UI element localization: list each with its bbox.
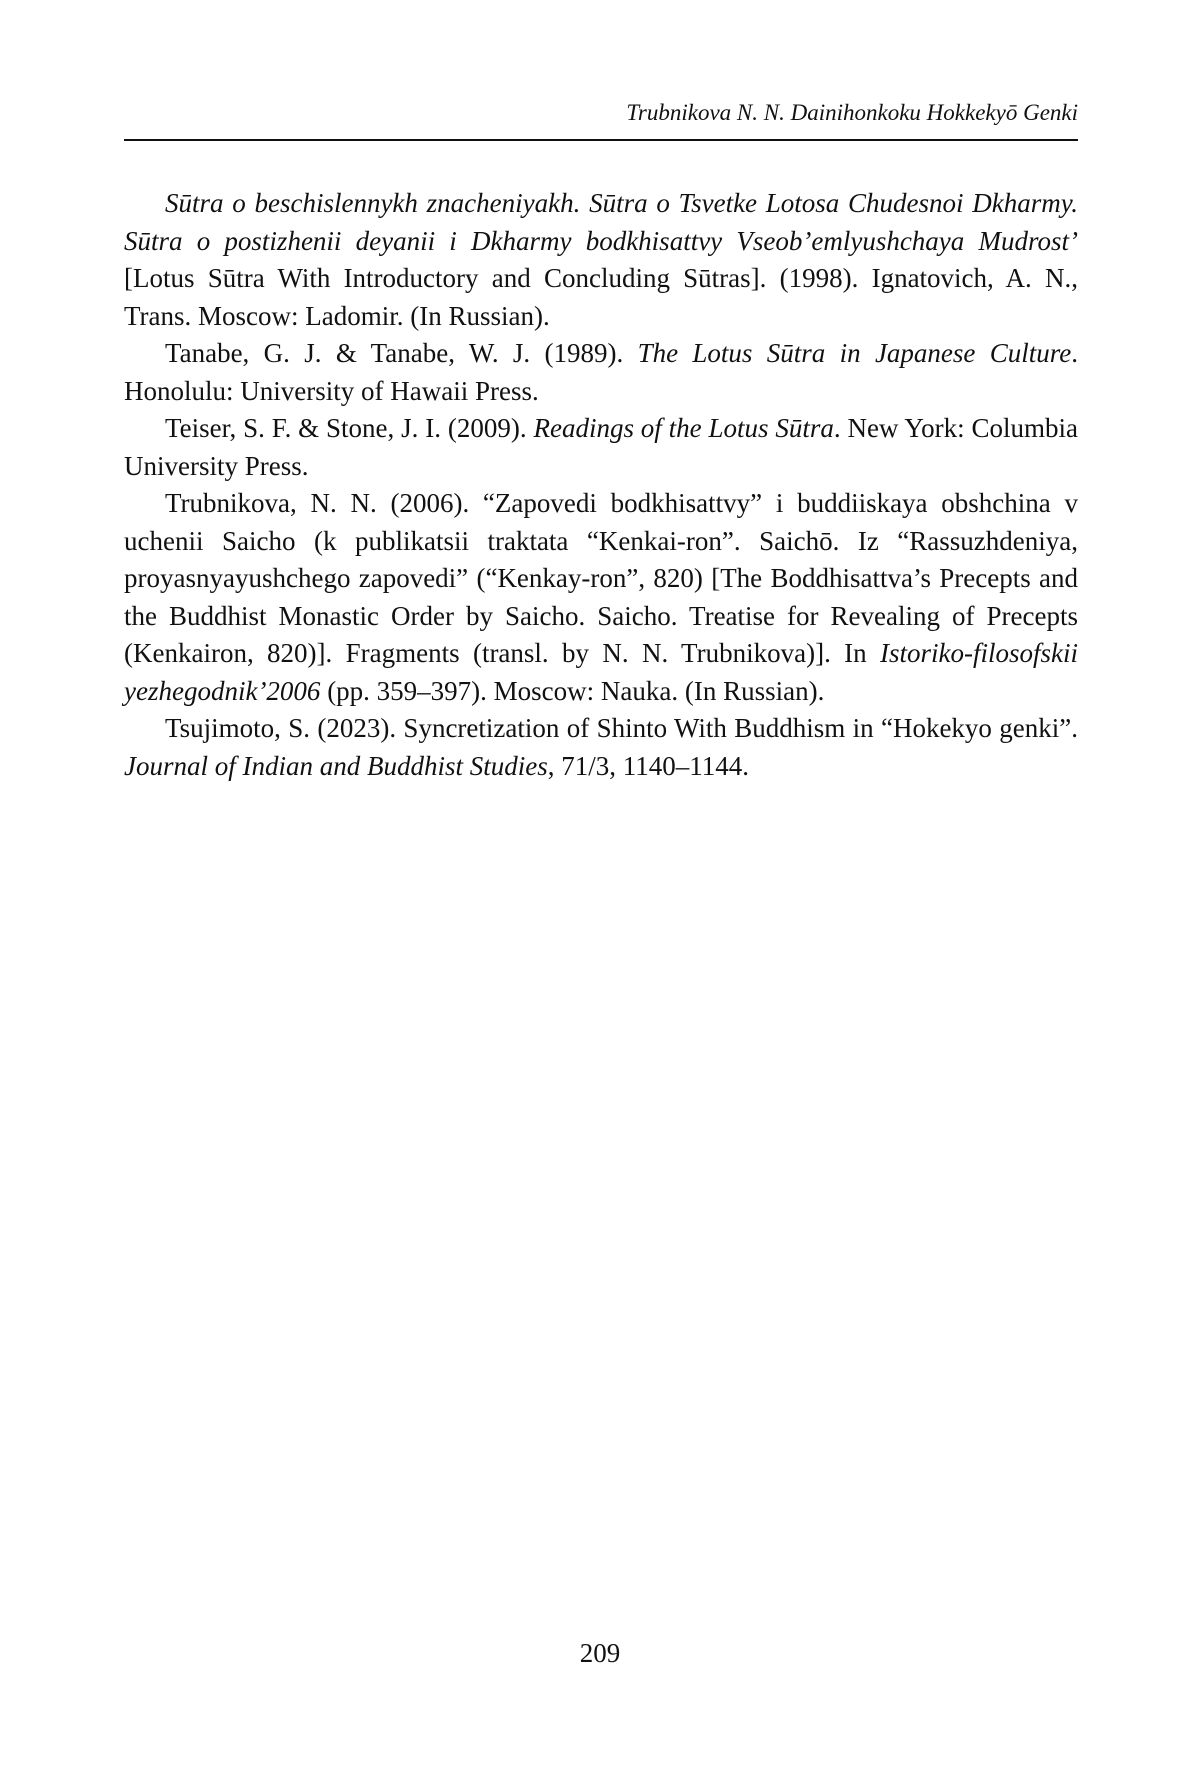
header-rule (124, 139, 1078, 141)
running-header: Trubnikova N. N. Dainihonkoku Hokkekyō Genki (626, 100, 1078, 125)
reference-item (124, 185, 1078, 335)
reference-title: Sūtra o beschislennykh znacheniyakh. Sūtra o Tsvetke Lotosa Chudesnoi Dkharmy. Sūtra o postizhenii deyanii i Dkharmy bodkhisattvy Vseob’emlyushchaya Mudrost’ (124, 188, 1078, 256)
reference-authors: Tsujimoto, S. (2023). Syncretization of Shinto With Buddhism in “Hokekyo genki”. (165, 713, 1078, 743)
reference-item (124, 710, 1078, 785)
reference-item (124, 335, 1078, 410)
reference-item (124, 485, 1078, 710)
reference-details: [Lotus Sūtra With Introductory and Concluding Sūtras]. (1998). Ignatovich, A. N., Trans. Moscow: Ladomir. (In Russian). (124, 263, 1078, 331)
reference-item (124, 410, 1078, 485)
reference-authors: Trubnikova, N. N. (2006). “Zapovedi bodkhisattvy” i buddiiskaya obshchina v uchenii Saicho (k publikatsii traktata “Kenkai-ron”. Saichō. Iz “Rassuzhdeniya, proyasnyayushchego zapovedi” (“Kenkay-ron”, 820) [The Boddhisattva’s Precepts and the Buddhist Monastic Order by Saicho. Saicho. Treatise for Revealing of Precepts (Kenkairon, 820)]. Fragments (transl. by N. N. Trubnikova)]. In (124, 488, 1078, 668)
reference-authors: Teiser, S. F. & Stone, J. I. (2009). (165, 413, 534, 443)
reference-details: , 71/3, 1140–1144. (547, 750, 749, 781)
reference-title: Istoriko-filosofskii yezhegodnik’2006 (124, 638, 1078, 706)
reference-details: (pp. 359–397). Moscow: Nauka. (In Russian). (320, 675, 825, 706)
reference-title: Readings of the Lotus Sūtra (533, 413, 834, 443)
reference-title: The Lotus Sūtra in Japanese Culture (637, 338, 1072, 368)
reference-authors: Tanabe, G. J. & Tanabe, W. J. (1989). (165, 338, 638, 368)
reference-details: . Honolulu: University of Hawaii Press. (124, 338, 1078, 406)
reference-list (124, 185, 1078, 785)
reference-title: Journal of Indian and Buddhist Studies (124, 750, 548, 781)
page-number: 209 (579, 1638, 621, 1668)
reference-details: . New York: Columbia University Press. (124, 413, 1078, 481)
